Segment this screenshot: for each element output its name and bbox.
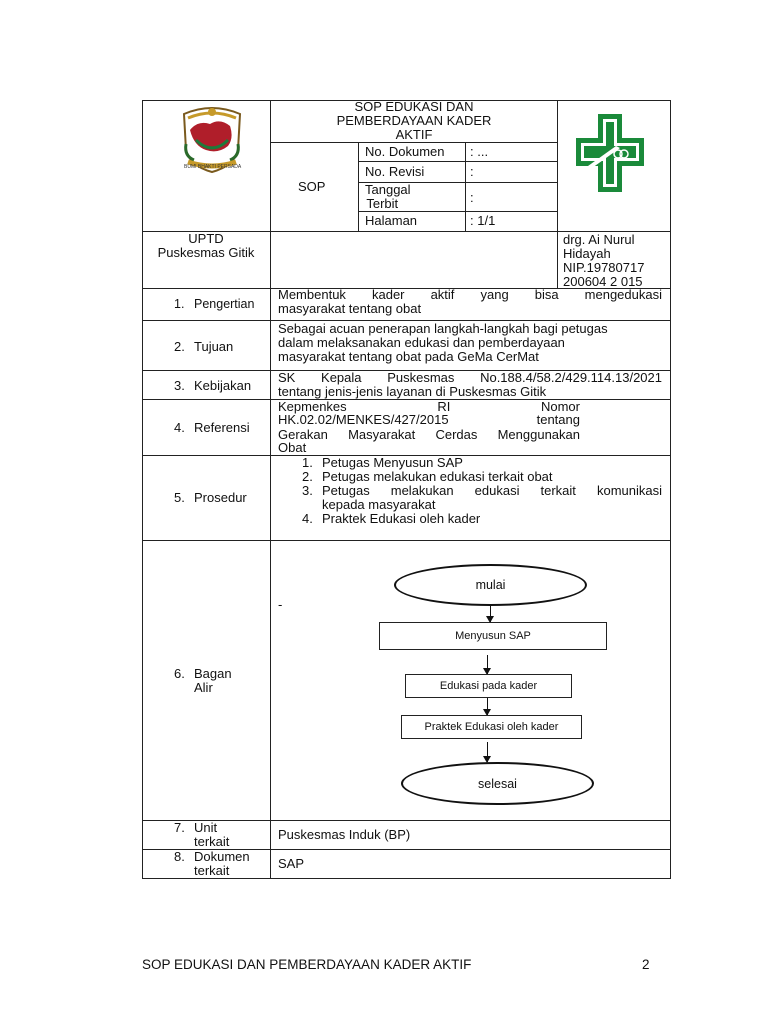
green-cross-logo	[572, 108, 648, 198]
signatory-line-2: Hidayah	[563, 246, 611, 261]
footer-title: SOP EDUKASI DAN PEMBERDAYAAN KADER AKTIF	[142, 957, 472, 972]
row-label-terkait: terkait	[194, 863, 230, 878]
prosedur-item-number: 3.	[302, 483, 313, 498]
meta-label-dokumen: No. Dokumen	[365, 144, 445, 159]
flow-arrow	[487, 742, 488, 762]
row-label-alir: Alir	[194, 680, 213, 695]
sop-label: SOP	[298, 179, 326, 194]
emblem-motto: BUMI BHAKTI PERSADA	[184, 164, 242, 170]
referensi-line-3: Gerakan Masyarakat Cerdas Menggunakan	[278, 427, 580, 442]
meta-label-tanggal: Tanggal	[365, 182, 411, 197]
row-number: 7.	[174, 820, 185, 835]
meta-label-revisi: No. Revisi	[365, 164, 425, 179]
row-label-prosedur: Prosedur	[194, 490, 247, 505]
prosedur-item-number: 1.	[302, 455, 313, 470]
signatory-line-1: drg. Ai Nurul	[563, 232, 635, 247]
title-line-1: SOP EDUKASI DAN	[354, 99, 474, 114]
flow-step-menyusun: Menyusun SAP	[379, 622, 607, 650]
flow-step-praktek: Praktek Edukasi oleh kader	[401, 715, 582, 739]
meta-label-terbit: Terbit	[363, 196, 399, 211]
title-line-2: PEMBERDAYAAN KADER	[336, 113, 492, 128]
prosedur-item: Petugas melakukan edukasi terkait komunikasi	[322, 483, 662, 498]
meta-value-dokumen: : ...	[470, 144, 489, 159]
flow-arrow	[487, 655, 488, 674]
meta-value-halaman: : 1/1	[470, 213, 496, 228]
footer-page-number: 2	[642, 957, 650, 972]
row-number: 1.	[174, 297, 185, 311]
row-label-referensi: Referensi	[194, 420, 250, 435]
prosedur-item: Petugas melakukan edukasi terkait obat	[322, 469, 553, 484]
pengertian-line-1: Membentuk kader aktif yang bisa mengedukasi	[278, 287, 662, 302]
tujuan-line-1: Sebagai acuan penerapan langkah-langkah bagi petugas	[278, 321, 608, 336]
signatory-line-4: 200604 2 015	[563, 274, 643, 289]
prosedur-item: Praktek Edukasi oleh kader	[322, 511, 481, 526]
tujuan-line-3: masyarakat tentang obat pada GeMa CerMat	[278, 349, 539, 364]
kebijakan-line-2: tentang jenis-jenis layanan di Puskesmas Gitik	[278, 384, 547, 399]
referensi-line-4: Obat	[278, 440, 307, 455]
signatory-line-3: NIP.19780717	[563, 260, 645, 275]
flow-step-edukasi: Edukasi pada kader	[405, 674, 572, 698]
prosedur-item-number: 2.	[302, 469, 313, 484]
kebijakan-line-1: SK Kepala Puskesmas No.188.4/58.2/429.114.13/2021	[278, 370, 662, 385]
flow-end-oval: selesai	[401, 762, 594, 805]
row-label-terkait: terkait	[194, 834, 230, 849]
meta-label-halaman: Halaman	[365, 213, 418, 228]
bagan-dash: -	[278, 597, 283, 612]
row-label-pengertian: Pengertian	[194, 297, 255, 311]
flow-arrow	[490, 606, 491, 622]
row-label-bagan: Bagan	[194, 666, 232, 681]
referensi-line-1: Kepmenkes RI Nomor	[278, 399, 580, 414]
unit-line-2: Puskesmas Gitik	[157, 245, 255, 260]
prosedur-item-number: 4.	[302, 511, 313, 526]
prosedur-item-cont: kepada masyarakat	[322, 497, 436, 512]
row-label-unit: Unit	[194, 820, 218, 835]
row-number: 3.	[174, 378, 185, 393]
flow-start-oval: mulai	[394, 564, 587, 606]
row-number: 8.	[174, 849, 185, 864]
title-line-3: AKTIF	[395, 127, 433, 142]
row-number: 2.	[174, 339, 185, 354]
unit-line-1: UPTD	[188, 231, 224, 246]
meta-value-revisi: :	[470, 164, 474, 179]
row-number: 4.	[174, 420, 185, 435]
row-number: 6.	[174, 666, 185, 681]
unit-value: Puskesmas Induk (BP)	[278, 827, 411, 842]
row-label-tujuan: Tujuan	[194, 339, 234, 354]
dokumen-value: SAP	[278, 856, 305, 871]
prosedur-item: Petugas Menyusun SAP	[322, 455, 463, 470]
row-label-dokumen: Dokumen	[194, 849, 250, 864]
row-number: 5.	[174, 490, 185, 505]
tujuan-line-2: dalam melaksanakan edukasi dan pemberdayaan	[278, 335, 565, 350]
row-label-kebijakan: Kebijakan	[194, 378, 252, 393]
pengertian-line-2: masyarakat tentang obat	[278, 301, 422, 316]
referensi-line-2: HK.02.02/MENKES/427/2015 tentang	[278, 412, 580, 427]
meta-value-tanggal: :	[470, 190, 474, 205]
flow-arrow	[487, 698, 488, 715]
